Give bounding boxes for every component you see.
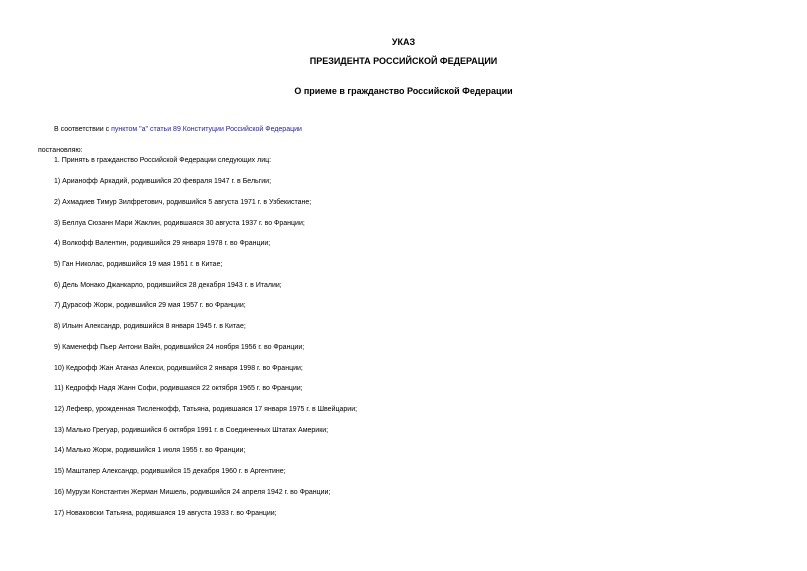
list-item: 2) Ахмадиев Тимур Зилфретович, родившийся 5 августа 1971 г. в Узбекистане; [54, 199, 312, 206]
list-item: 9) Каменефф Пьер Антони Вайн, родившийся 24 ноября 1956 г. во Франции; [54, 344, 305, 351]
decree-word: постановляю: [38, 147, 83, 154]
constitution-link[interactable]: пунктом "а" статьи 89 Конституции Российской Федерации [111, 126, 302, 133]
decree-title: О приеме в гражданство Российской Федерации [294, 86, 513, 96]
list-item: 3) Беллуа Сюзанн Мари Жаклин, родившаяся 30 августа 1937 г. во Франции; [54, 220, 305, 227]
decree-issuer-heading: ПРЕЗИДЕНТА РОССИЙСКОЙ ФЕДЕРАЦИИ [309, 56, 498, 66]
list-item: 16) Мурузи Константин Жерман Мишель, родившийся 24 апреля 1942 г. во Франции; [54, 489, 331, 496]
list-item: 5) Ган Николас, родившийся 19 мая 1951 г. в Китае; [54, 261, 223, 268]
list-item: 13) Малько Грегуар, родившийся 6 октября 1991 г. в Соединенных Штатах Америки; [54, 427, 329, 434]
list-item: 17) Новаковски Татьяна, родившаяся 19 августа 1933 г. во Франции; [54, 510, 277, 517]
list-item: 1) Арианофф Аркадий, родившийся 20 февраля 1947 г. в Бельгии; [54, 178, 272, 185]
list-item: 14) Малько Жорж, родившийся 1 июля 1955 г. во Франции; [54, 447, 246, 454]
list-item: 6) Дель Монако Джанкарло, родившийся 28 декабря 1943 г. в Италии; [54, 282, 282, 289]
decree-heading: УКАЗ [391, 37, 416, 47]
list-item: 15) Маштапер Александр, родившийся 15 декабря 1960 г. в Аргентине; [54, 468, 286, 475]
clause-1: 1. Принять в гражданство Российской Федерации следующих лиц: [54, 157, 272, 164]
list-item: 10) Кедрофф Жан Атаназ Алекси, родившийся 2 января 1998 г. во Франции; [54, 365, 303, 372]
intro-paragraph [54, 125, 302, 135]
list-item: 7) Дурасоф Жорж, родившийся 29 мая 1957 г. во Франции; [54, 302, 246, 309]
intro-prefix: В соответствии с [54, 126, 112, 133]
list-item: 8) Ильин Александр, родившийся 8 января 1945 г. в Китае; [54, 323, 246, 330]
list-item: 12) Лефевр, урожденная Тисленкофф, Татьяна, родившаяся 17 января 1975 г. в Швейцарии; [54, 406, 358, 413]
list-item: 11) Кедрофф Надя Жанн Софи, родившаяся 22 октября 1965 г. во Франции; [54, 385, 303, 392]
list-item: 4) Волкофф Валентин, родившийся 29 января 1978 г. во Франции; [54, 240, 271, 247]
